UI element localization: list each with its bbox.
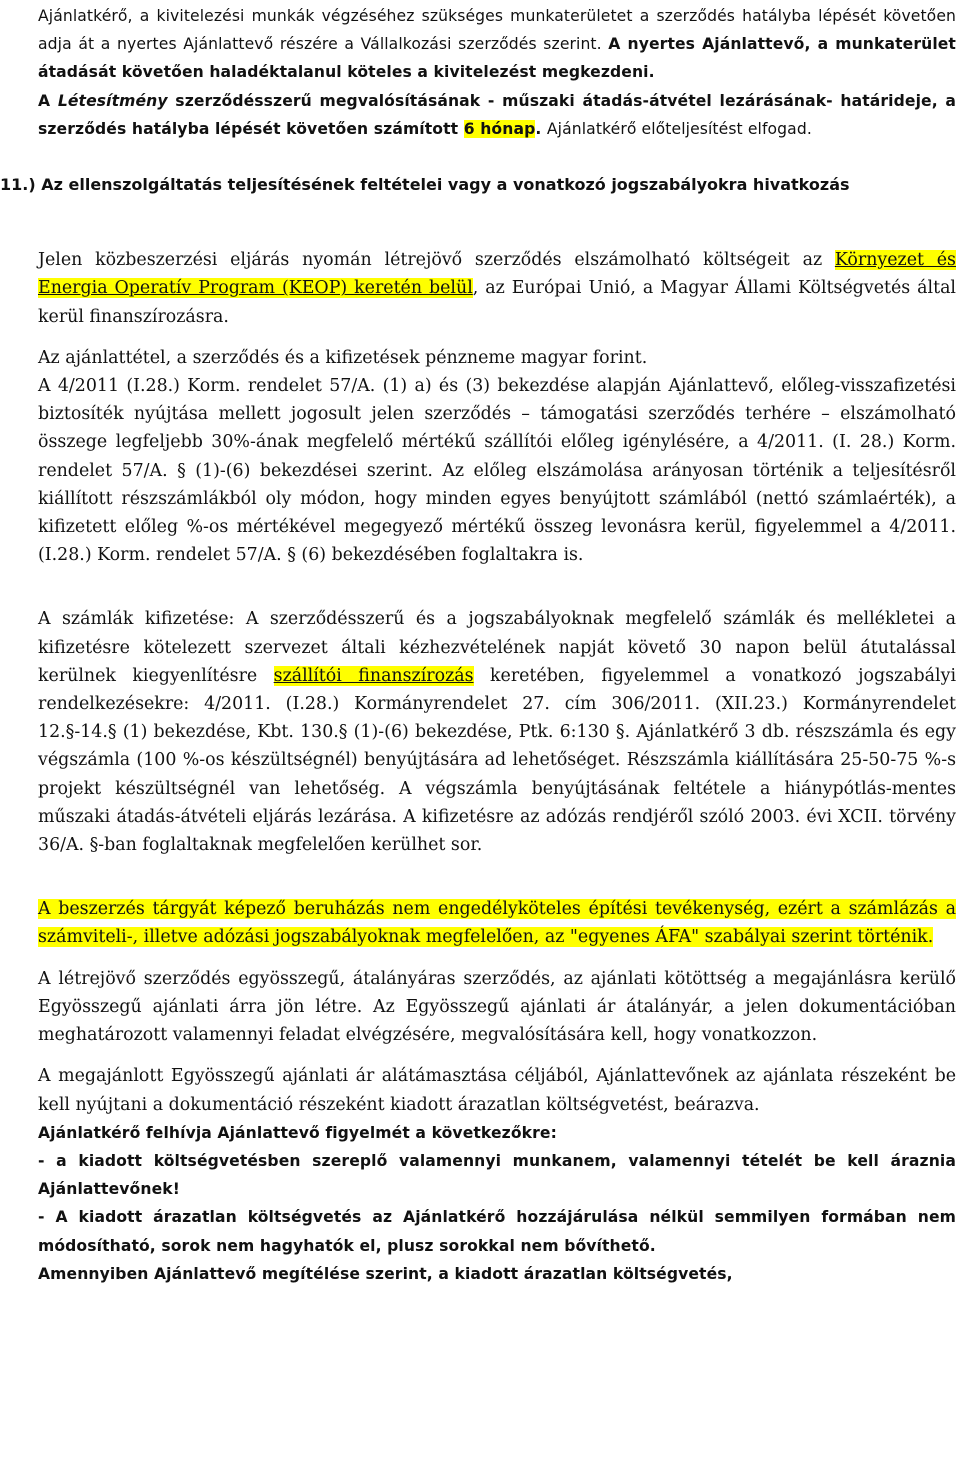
deadline-facility: Létesítmény	[57, 91, 168, 110]
paragraph-vat	[38, 895, 956, 951]
paragraph-funding	[38, 246, 956, 331]
work-area-start-obligation: A nyertes Ajánlattevő, a munkaterület átadását követően haladéktalanul köteles a kivitelezést megkezdeni.	[38, 35, 956, 82]
supplier-financing: szállítói finanszírozás	[273, 665, 474, 686]
paragraph-attention: Ajánlatkérő felhívja Ajánlattevő figyelmét a következőkre:	[38, 1123, 557, 1142]
funding-program: Környezet és Energia Operatív Program (KEOP) keretén belül	[38, 250, 956, 299]
paragraph-lump-sum: A létrejövő szerződés egyösszegű, átalányáras szerződés, az ajánlati kötöttség a megajánlásra kerülő Egyösszegű ajánlati árra jön létre. Az Egyösszegű ajánlati ár átalányár, a jelen dokumentációban meghatározott valamennyi feladat elvégzésére, megvalósítására kell, hogy vonatkozzon.	[38, 968, 956, 1046]
vat-text: A beszerzés tárgyát képező beruházás nem engedélyköteles építési tevékenység, ezért a számlázás a számviteli-, illetve adózási jogszabályoknak megfelelően, az "egyenes ÁFA" szabályai szerint történik.	[38, 899, 956, 948]
paragraph-deadline	[38, 87, 956, 143]
paragraph-work-area	[38, 2, 956, 87]
paragraph-price-justification: A megajánlott Egyösszegű ajánlati ár alátámasztása céljából, Ajánlattevőnek az ajánlata részeként be kell nyújtani a dokumentáció részeként kiadott árazatlan költségvetést, beárazva.	[38, 1066, 956, 1115]
paragraph-invoice-payment	[38, 605, 956, 859]
early-completion-note: Ajánlatkérő előteljesítést elfogad.	[546, 119, 812, 138]
deadline-text: szerződésszerű megvalósításának - műszaki átadás-átvétel lezárásának- határideje, a szerződés hatályba lépését követően számított	[38, 91, 956, 138]
invoice-payment-text-end: keretében, figyelemmel a vonatkozó jogszabályi rendelkezésekre: 4/2011. (I.28.) Kormányrendelet 27. cím 306/2011. (XII.23.) Kormányrendelet 12.§-14.§ (1) bekezdése, Kbt. 130.§ (1)-(6) bekezdése, Ptk. 6:130 §. Ajánlatkérő 3 db. részszámla és egy végszámla (100 %-os készültségnél) benyújtására ad lehetőséget. Részszámla kiállítására 25-50-75 %-s projekt készültségnél van lehetőség. A végszámla benyújtásának feltétele a hiánypótlás-mentes műszaki átadás-átvételi eljárás lezárása. A kifizetésre az adózás rendjéről szóló 2003. évi XCII. törvény 36/A. §-ban foglaltaknak megfelelően kerülhet sor.	[38, 665, 957, 856]
paragraph-if-budget: Amennyiben Ajánlattevő megítélése szerint, a kiadott árazatlan költségvetés,	[38, 1264, 733, 1283]
work-area-text: Ajánlatkérő, a kivitelezési munkák végzéséhez szükséges munkaterületet a szerződés hatályba lépését követően adja át a nyertes Ajánlattevő részére a Vállalkozási szerződés szerint.	[38, 7, 956, 54]
deadline-intro: A	[38, 91, 58, 110]
funding-text-end: , az Európai Unió, a Magyar Állami Költségvetés által kerül finanszírozásra.	[38, 278, 956, 327]
paragraph-price-all-items: - a kiadott költségvetésben szereplő valamennyi munkanem, valamennyi tételét be kell áraznia Ajánlattevőnek!	[38, 1151, 956, 1199]
paragraph-advance-payment: A 4/2011 (I.28.) Korm. rendelet 57/A. (1) a) és (3) bekezdése alapján Ajánlattevő, előleg-visszafizetési biztosíték nyújtása mellett jogosult jelen szerződés – támogatási szerződés terhére – elszámolható összege legfeljebb 30%-ának megfelelő mértékű szállítói előleg igénylésére, a 4/2011. (I. 28.) Korm. rendelet 57/A. § (1)-(6) bekezdései szerint. Az előleg elszámolása arányosan történik a teljesítésről kiállított részszámlákból oly módon, hogy minden egyes benyújtott számlából (nettó számlaérték), a kifizetett előleg %-os mértékével megegyező mértékű összeg levonásra kerül, figyelemmel a 4/2011. (I.28.) Korm. rendelet 57/A. § (6) bekezdésében foglaltakra is.	[38, 376, 956, 566]
deadline-duration: 6 hónap	[463, 119, 536, 138]
funding-text: Jelen közbeszerzési eljárás nyomán létrejövő szerződés elszámolható költségeit az	[38, 250, 835, 271]
document-page	[0, 2, 957, 1288]
deadline-period: .	[535, 119, 547, 138]
paragraph-no-modification: - A kiadott árazatlan költségvetés az Ajánlatkérő hozzájárulása nélkül semmilyen formában nem módosítható, sorok nem hagyhatók el, plusz sorokkal nem bővíthető.	[38, 1208, 956, 1255]
invoice-payment-text: A számlák kifizetése: A szerződésszerű és a jogszabályoknak megfelelő számlák és mellékletei a kifizetésre kötelezett szervezet általi kézhezvételének napját követő 30 napon belül átutalással kerülnek kiegyenlítésre	[38, 609, 956, 686]
section-heading-11: 11.) Az ellenszolgáltatás teljesítésének feltételei vagy a vonatkozó jogszabályokra hivatkozás	[0, 175, 850, 195]
paragraph-currency: Az ajánlattétel, a szerződés és a kifizetések pénzneme magyar forint.	[38, 347, 648, 368]
